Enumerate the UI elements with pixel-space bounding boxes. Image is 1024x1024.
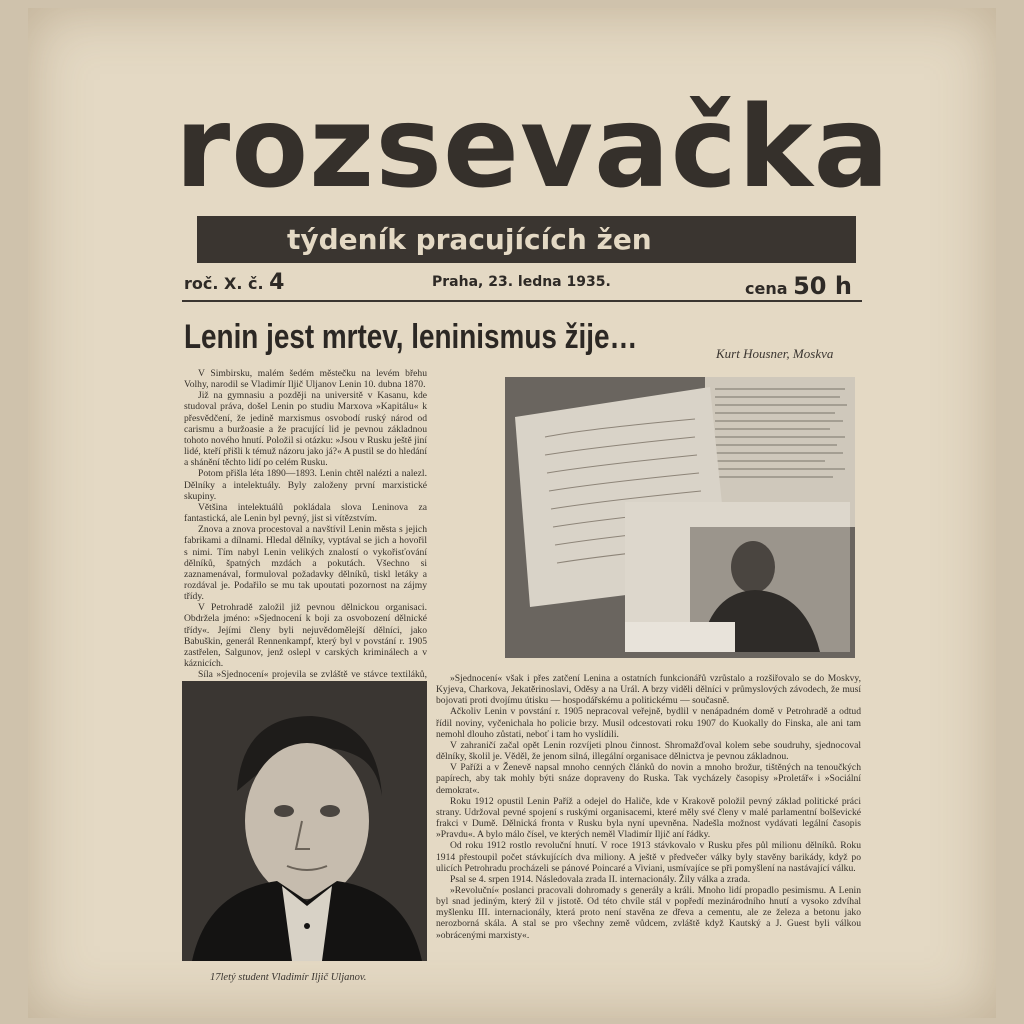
paragraph: V Simbirsku, malém šedém městečku na levém břehu Volhy, narodil se Vladimír Iljič Uljanov Lenin 10. dubna 1870. xyxy=(184,368,427,391)
paragraph: V Petrohradě založil již pevnou dělnickou organisaci. Obdržela jméno: »Sjednocení k boji za osvobození dělnické třídy«. Jejími členy byli nejuvědomělejší dělníci, jako Babuškin, generál Rennenkampf, který byl v povstání r. 1905 zastřelen, Salgunov, jenž oslepl v carských kriminálech a v káznicích. xyxy=(184,602,427,670)
issue-number: 4 xyxy=(269,270,285,295)
paragraph: Již na gymnasiu a později na universitě v Kasanu, kde studoval práva, došel Lenin po studiu Marxova »Kapitálu« k přesvědčení, že jedině marxismus osvobodí ruský národ od carismu a buržoasie a že pracující lid je pevnou základnou tohoto nového hnutí. Položil si otázku: »Jsou v Rusku ještě jiní lidé, kteří přišli k témuž názoru jako já?« A pustil se do hledání a shánění těchto lidí po celém Rusku. xyxy=(184,390,427,469)
masthead-title: rozsevačka xyxy=(175,83,891,213)
masthead-subtitle-bar xyxy=(197,216,856,263)
price-prefix: cena xyxy=(745,279,788,298)
paragraph: V Paříži a v Ženevě napsal mnoho cenných článků do novin a mnoho brožur, tištěných na tenoučkých papírech, aby tak mohly býti snáze dopraveny do Ruska. Tak vycházely časopisy »Proletář« i »Sociální demokrat«. xyxy=(436,762,861,796)
divider-rule xyxy=(182,300,862,302)
paragraph: »Sjednocení« však i přes zatčení Lenina a ostatních funkcionářů vzrůstalo a rozšiřovalo se do Moskvy, Kyjeva, Charkova, Jekatěrinoslavi, Oděsy a na Urál. A brzy viděli dělníci v průmyslových závodech, že musí bojovati proti dvojímu útisku — hospodářskému a politickému — současně. xyxy=(436,673,861,707)
article-byline: Kurt Housner, Moskva xyxy=(716,346,834,361)
paragraph: Ačkoliv Lenin v povstání r. 1905 nepracoval veřejně, bydlil v nenápadném domě v Petrohradě a odtud řídil noviny, vyčenichala ho policie brzy. Musil odcestovati roku 1907 do Kuokally do Finska, ale ani tam nemohl dlouho zůstati, neboť i tam ho vyslídili. xyxy=(436,706,861,740)
paragraph: Většina intelektuálů pokládala slova Leninova za fantastická, ale Lenin byl pevný, jist si vítězstvím. xyxy=(184,501,427,525)
portrait-caption: 17letý student Vladimír Iljič Uljanov. xyxy=(210,972,367,983)
paragraph: Roku 1912 opustil Lenin Paříž a odejel do Haliče, kde v Krakově položil pevný základ politické práci strany. Udržoval pevné spojení s ruskými organisacemi, které měly své členy v malé parlamentní bolševické frakci v Dumě. Dělnická fronta v Rusku byla nyní upevněna. Nadešla možnost vydávati legální časopis »Pravdu«. A bylo málo čísel, ve kterých neměl Vladimír Iljič aní řádky. xyxy=(436,795,861,841)
paragraph: Psal se 4. srpen 1914. Následovala zrada II. internacionály. Žily válka a zrada. xyxy=(450,873,751,885)
manuscript-photo-image xyxy=(505,377,855,658)
paragraph: Potom přišla léta 1890—1893. Lenin chtěl nalézti a nalezl. Dělníky a intelektuály. Byly založeny první marxistické skupiny. xyxy=(184,468,427,502)
paragraph: Od roku 1912 rostlo revoluční hnutí. V roce 1913 stávkovalo v Rusku přes půl milionu dělníků. Roku 1914 přestoupil počet stávkujících dva miliony. A ještě v předvečer války byly stavěny barikády, když po ulicích Petrohradu procházeli se pánové Poincaré a Viviani, usmívajíce se při pomyšlení na nastávající válku. xyxy=(436,840,861,874)
lenin-manuscript-photo xyxy=(505,377,855,658)
paragraph: Znova a znova procestoval a navštívil Lenin města s jejich fabrikami a dílnami. Hledal dělníky, vyptával se jich a hovořil s nimi. Tím nabyl Lenin velikých znalostí o vykořisťování dělníků, špatných mzdách a pokutách. Všechno si zaznamenával, formuloval požadavky dělníků, tiskl letáky a rozdával je. Podařilo se mu tak upoutati pozornost na zájmy třídy. xyxy=(184,524,427,603)
article-column-2 xyxy=(436,673,861,941)
paragraph: Síla »Sjednocení« projevila se zvláště ve stávce textiláků, xyxy=(198,669,427,681)
issue-info xyxy=(184,270,284,295)
article-column-1 xyxy=(184,368,427,714)
dateline: Praha, 23. ledna 1935. xyxy=(432,274,611,290)
portrait-image xyxy=(182,681,427,961)
paragraph: V zahraničí začal opět Lenin rozvíjeti plnou činnost. Shromažďoval kolem sebe soudruhy, sjednocoval dělníky, školil je. Věděl, že jenom silná, illegální organisace dělnictva je pevnou základnou. xyxy=(436,739,861,763)
price-value: 50 h xyxy=(793,272,852,300)
article-headline: Lenin jest mrtev, leninismus žije… xyxy=(184,318,638,356)
masthead-subtitle: týdeník pracujících žen xyxy=(287,223,652,256)
paragraph: »Revoluční« poslanci pracovali dohromady s generály a králi. Mnoho lidí propadlo pesimismu. A Lenin byl snad jediným, který žil v jistotě. Od této chvíle stál v popředí mezinárodního hnutí a vysoko zdvíhal myšlenku III. internacionály, která proto není stavěna ze dřeva a cementu, ale ze železa a betonu jako nerozborná skála. A stal se pro všechny země vůdcem, zvláště když Kautský a J. Guest byli válkou »obrácenými marxisty«. xyxy=(436,884,861,941)
price xyxy=(745,272,852,300)
young-lenin-portrait xyxy=(182,681,427,961)
issue-prefix: roč. X. č. xyxy=(184,274,264,293)
